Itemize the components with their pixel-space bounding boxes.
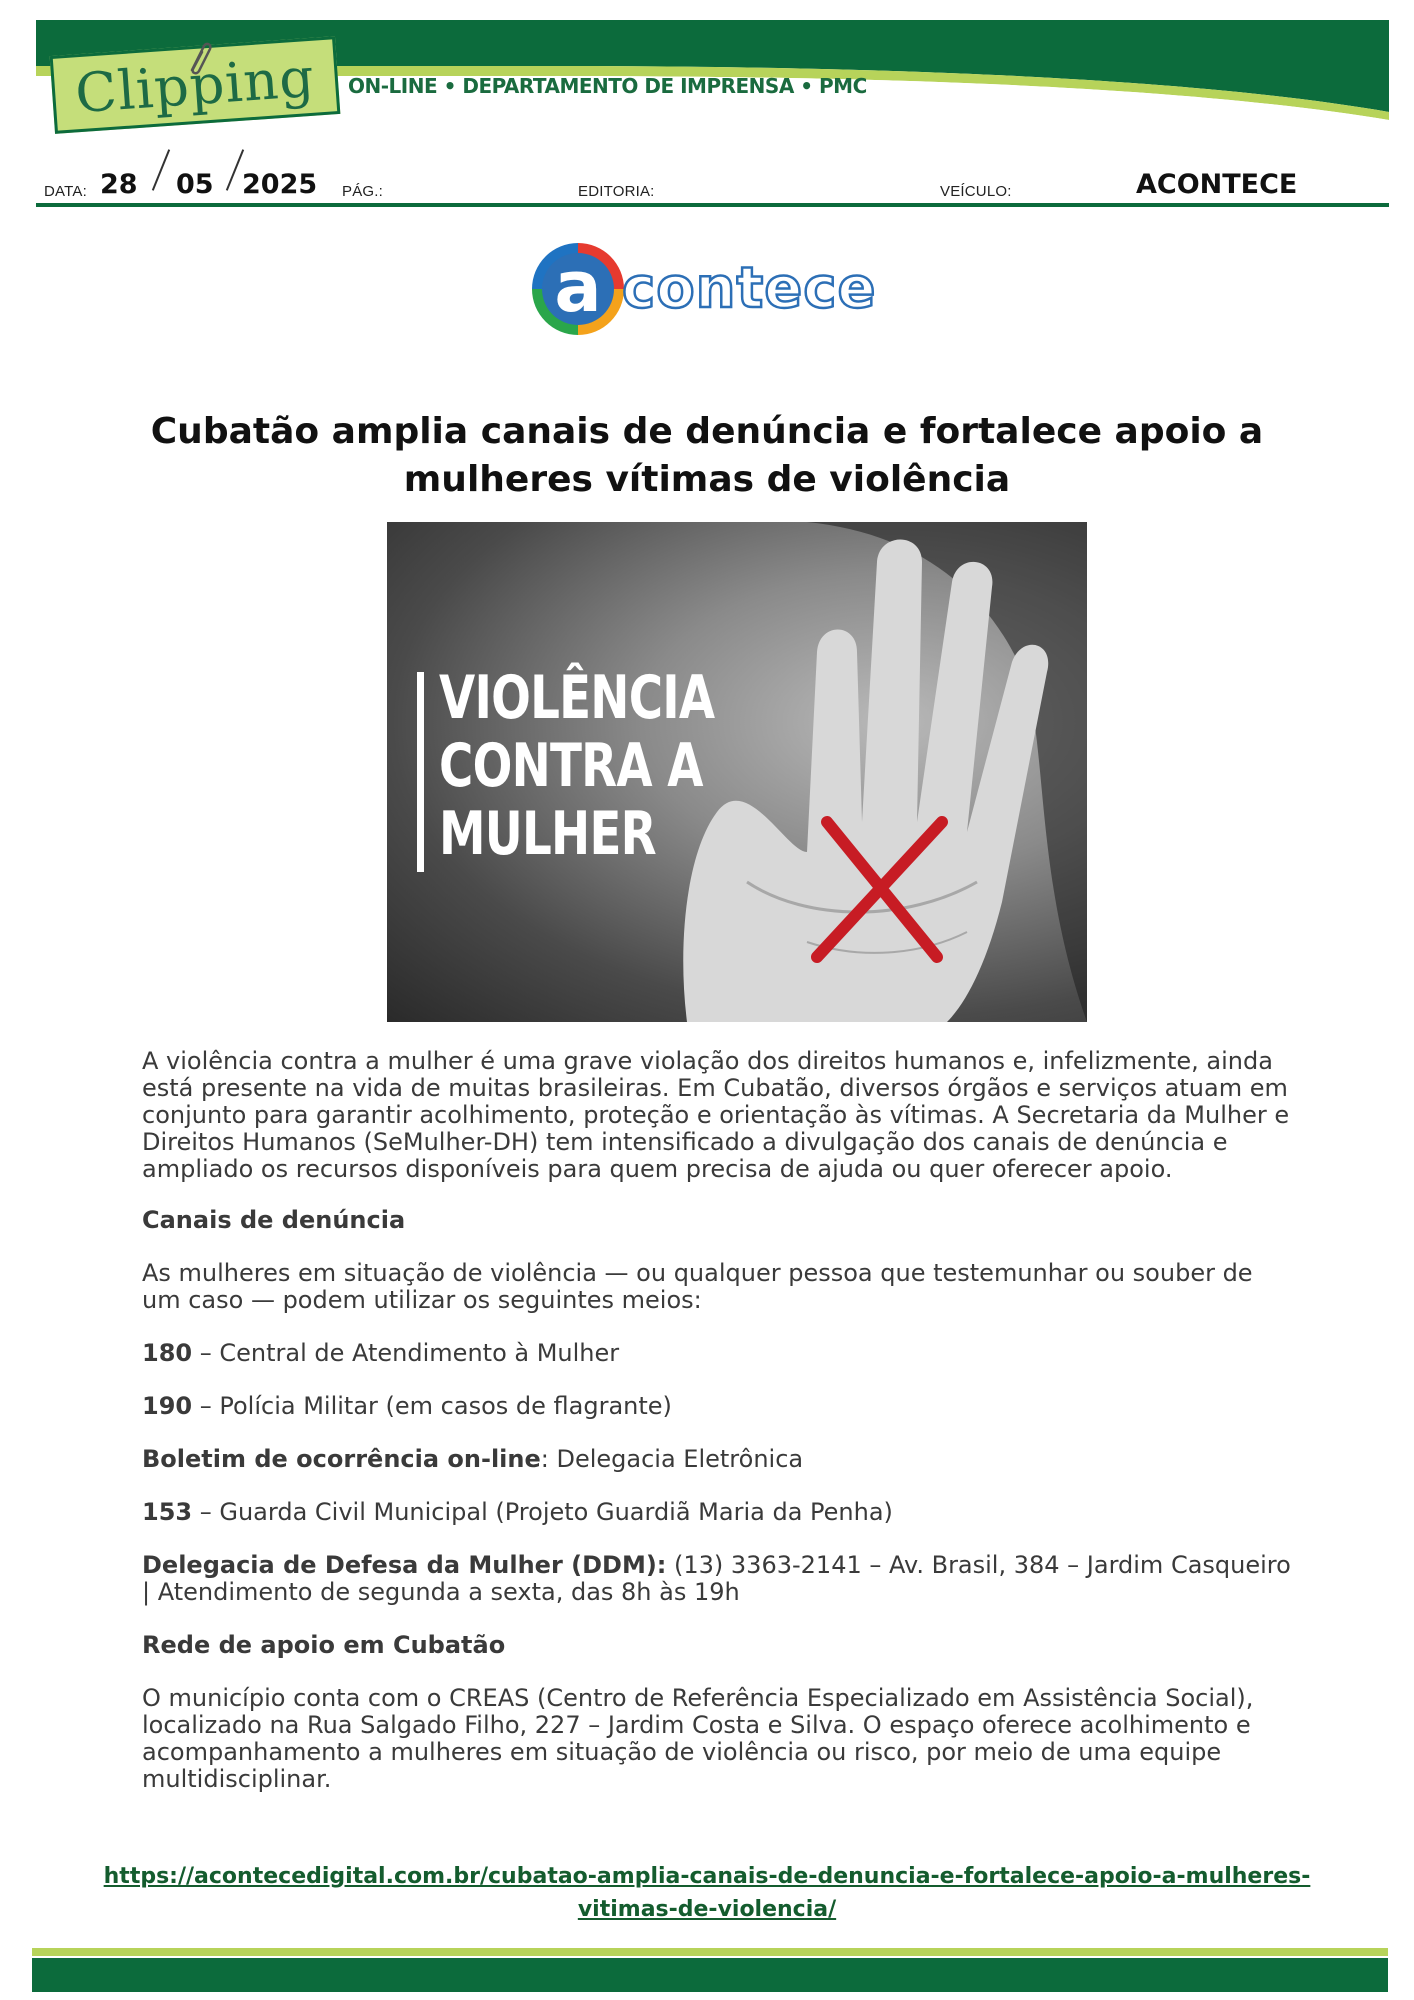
channel-item: Boletim de ocorrência on-line: Delegacia Eletrônica [142,1445,804,1473]
photo-caption [439,664,714,868]
footer-band-light [32,1948,1388,1956]
section-paragraph: O município conta com o CREAS (Centro de Referência Especializado em Assistência Social), localizado na Rua Salgado Filho, 227 – Jardim Costa e Silva. O espaço oferece acolhimento e acompanhamento a mulheres em situação de violência ou risco, por meio de uma equipe multidisciplinar. [142,1684,1254,1793]
header-subtitle: ON-LINE • DEPARTAMENTO DE IMPRENSA • PMC [348,74,867,98]
source-link-line[interactable]: vitimas-de-violencia/ [577,1897,837,1922]
date-month: 05 [176,169,214,200]
date-day: 28 [100,169,138,200]
article-title: Cubatão amplia canais de denúncia e fortalece apoio a mulheres vítimas de violência [150,411,1264,500]
date-year: 2025 [242,169,318,200]
editoria-label: EDITORIA: [578,183,655,200]
article-body [142,1048,1292,1793]
channel-item: 190 – Polícia Militar (em casos de flagrante) [142,1392,672,1420]
date-label: DATA: [44,183,87,200]
channel-item: 153 – Guarda Civil Municipal (Projeto Guardiã Maria da Penha) [142,1498,893,1526]
section-paragraph: As mulheres em situação de violência — ou qualquer pessoa que testemunhar ou souber de um caso — podem utilizar os seguintes meios: [142,1259,1253,1314]
logo-wordmark: contece [622,256,877,321]
intro-paragraph: A violência contra a mulher é uma grave violação dos direitos humanos e, infelizmente, ainda está presente na vida de muitas brasileiras. Em Cubatão, diversos órgãos e serviços atuam em conjunto para garantir acolhimento, proteção e orientação às vítimas. A Secretaria da Mulher e Direitos Humanos (SeMulher-DH) tem intensificado a divulgação dos canais de denúncia e ampliado os recursos disponíveis para quem precisa de ajuda ou quer oferecer apoio. [142,1047,1290,1183]
logo-a-letter: a [554,246,602,328]
vehicle-label: VEÍCULO: [940,183,1012,200]
channel-item: Delegacia de Defesa da Mulher (DDM): (13) 3363-2141 – Av. Brasil, 384 – Jardim Casqueiro | Atendimento de segunda a sexta, das 8h às 19h [142,1551,1291,1606]
photo-caption-line: VIOLÊNCIA [439,663,715,733]
section-heading: Rede de apoio em Cubatão [142,1631,506,1659]
date-slash [152,149,170,191]
section-heading: Canais de denúncia [142,1206,406,1234]
channel-item: 180 – Central de Atendimento à Mulher [142,1339,620,1367]
acontece-logo [530,243,890,339]
meta-row [44,166,1298,206]
photo-accent-bar [417,672,424,872]
article-photo [387,522,1087,1022]
vehicle-value: ACONTECE [1136,169,1298,200]
source-link[interactable] [80,1860,1334,1926]
source-link-line[interactable]: https://acontecedigital.com.br/cubatao-amplia-canais-de-denuncia-e-fortalece-apoio-a-mulheres- [103,1864,1311,1889]
page-label: PÁG.: [342,183,384,200]
clipping-word: Clipping [73,45,317,125]
meta-divider [36,203,1389,207]
photo-caption-line: CONTRA A [439,731,703,801]
paperclip-icon [184,40,214,76]
photo-caption-line: MULHER [439,799,656,869]
footer-band-dark [32,1958,1388,1992]
